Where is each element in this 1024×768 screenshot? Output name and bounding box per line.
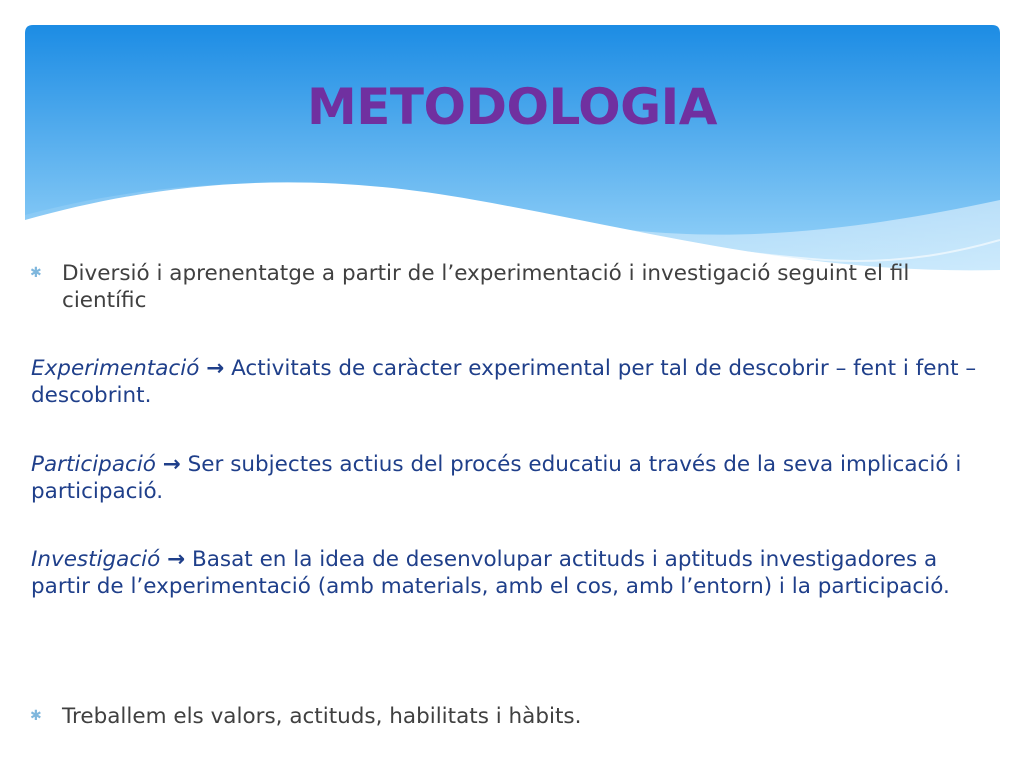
asterisk-bullet-icon: ✱ bbox=[30, 708, 42, 724]
header-banner bbox=[25, 25, 1000, 280]
bullet-item bbox=[30, 260, 980, 314]
arrow-right-icon: → bbox=[162, 452, 181, 477]
section-investigacio bbox=[31, 546, 981, 600]
arrow-right-icon: → bbox=[206, 356, 225, 381]
section-term: Investigació bbox=[31, 547, 161, 572]
section-description: Basat en la idea de desenvolupar actituds i aptituds investigadores a partir de l’experimentació (amb materials, amb el cos, amb l’entorn) i la participació. bbox=[31, 547, 950, 599]
slide-title: METODOLOGIA bbox=[307, 78, 717, 136]
section-description: Activitats de caràcter experimental per tal de descobrir – fent i fent – descobrint. bbox=[31, 356, 977, 408]
wave-background bbox=[25, 25, 1000, 280]
arrow-right-icon: → bbox=[167, 547, 186, 572]
bullet-text: Treballem els valors, actituds, habilitats i hàbits. bbox=[62, 704, 582, 729]
section-experimentacio bbox=[31, 355, 981, 409]
section-term: Participació bbox=[31, 452, 156, 477]
section-participacio bbox=[31, 451, 981, 505]
bullet-item bbox=[30, 703, 980, 730]
section-description: Ser subjectes actius del procés educatiu a través de la seva implicació i participació. bbox=[31, 452, 962, 504]
section-term: Experimentació bbox=[31, 356, 200, 381]
asterisk-bullet-icon: ✱ bbox=[30, 265, 42, 281]
bullet-text: Diversió i aprenentatge a partir de l’experimentació i investigació seguint el fil científic bbox=[62, 261, 910, 313]
